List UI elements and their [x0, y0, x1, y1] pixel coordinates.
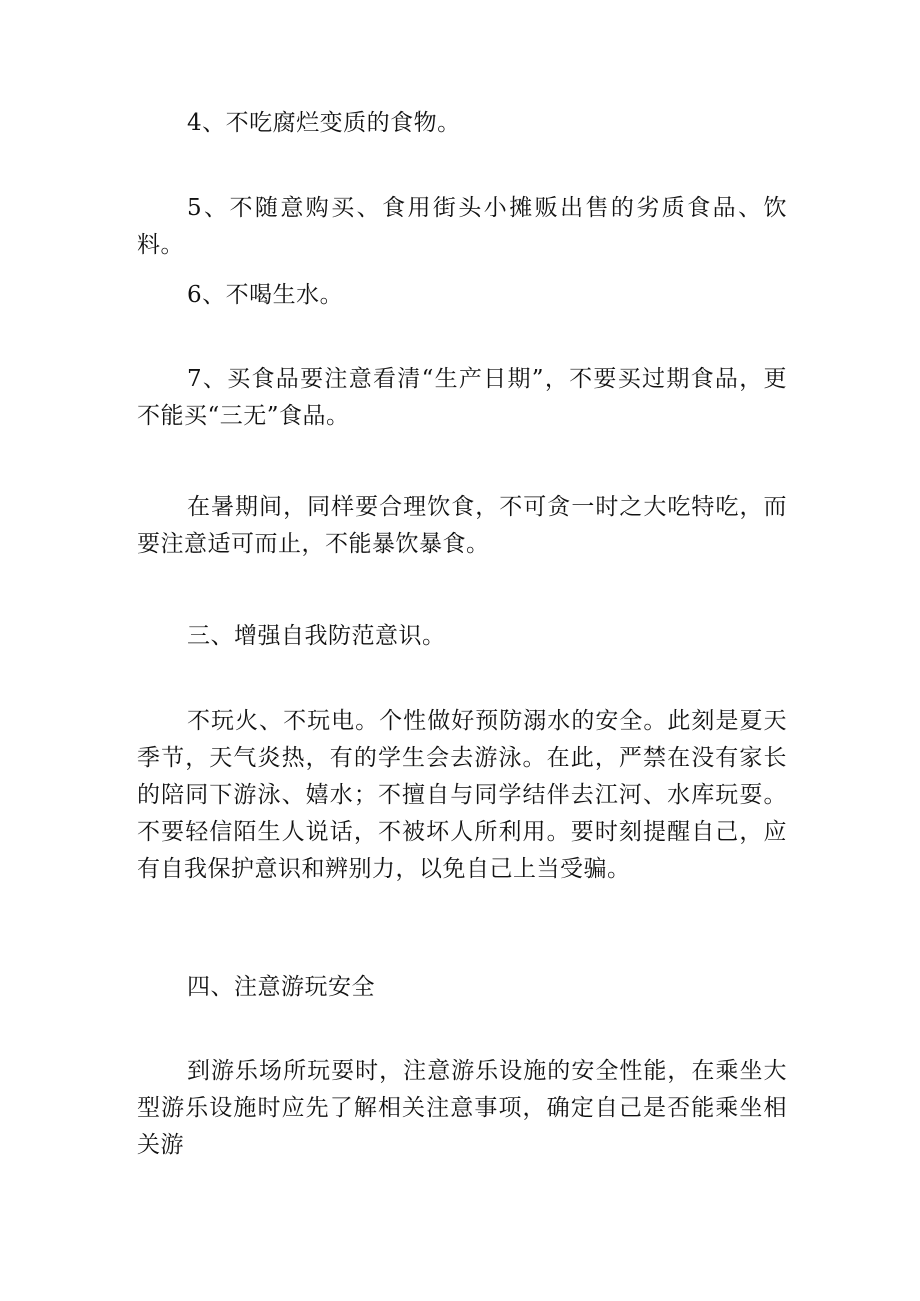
- paragraph-item-7: 7、买食品要注意看清“生产日期”，不要买过期食品，更不能买“三无”食品。: [137, 366, 787, 429]
- paragraph-summer-diet: 在暑期间，同样要合理饮食，不可贪一时之大吃特吃，而要注意适可而止，不能暴饮暴食。: [137, 494, 787, 557]
- paragraph-item-4: 4、不吃腐烂变质的食物。: [187, 110, 461, 136]
- section-heading-3: 三、增强自我防范意识。: [187, 623, 446, 649]
- paragraph-amusement-safety: 到游乐场所玩耍时，注意游乐设施的安全性能，在乘坐大型游乐设施时应先了解相关注意事项，确定自己是否能乘坐相关游: [137, 1058, 787, 1158]
- section-heading-4: 四、注意游玩安全: [187, 974, 375, 1000]
- paragraph-item-6: 6、不喝生水。: [187, 282, 344, 308]
- paragraph-item-5: 5、不随意购买、食用街头小摊贩出售的劣质食品、饮料。: [137, 195, 787, 258]
- paragraph-safety-awareness: 不玩火、不玩电。个性做好预防溺水的安全。此刻是夏天季节，天气炎热，有的学生会去游泳。在此，严禁在没有家长的陪同下游泳、嬉水；不擅自与同学结伴去江河、水库玩耍。不要轻信陌生人说话，不被坏人所利用。要时刻提醒自己，应有自我保护意识和辨别力，以免自己上当受骗。: [137, 708, 787, 882]
